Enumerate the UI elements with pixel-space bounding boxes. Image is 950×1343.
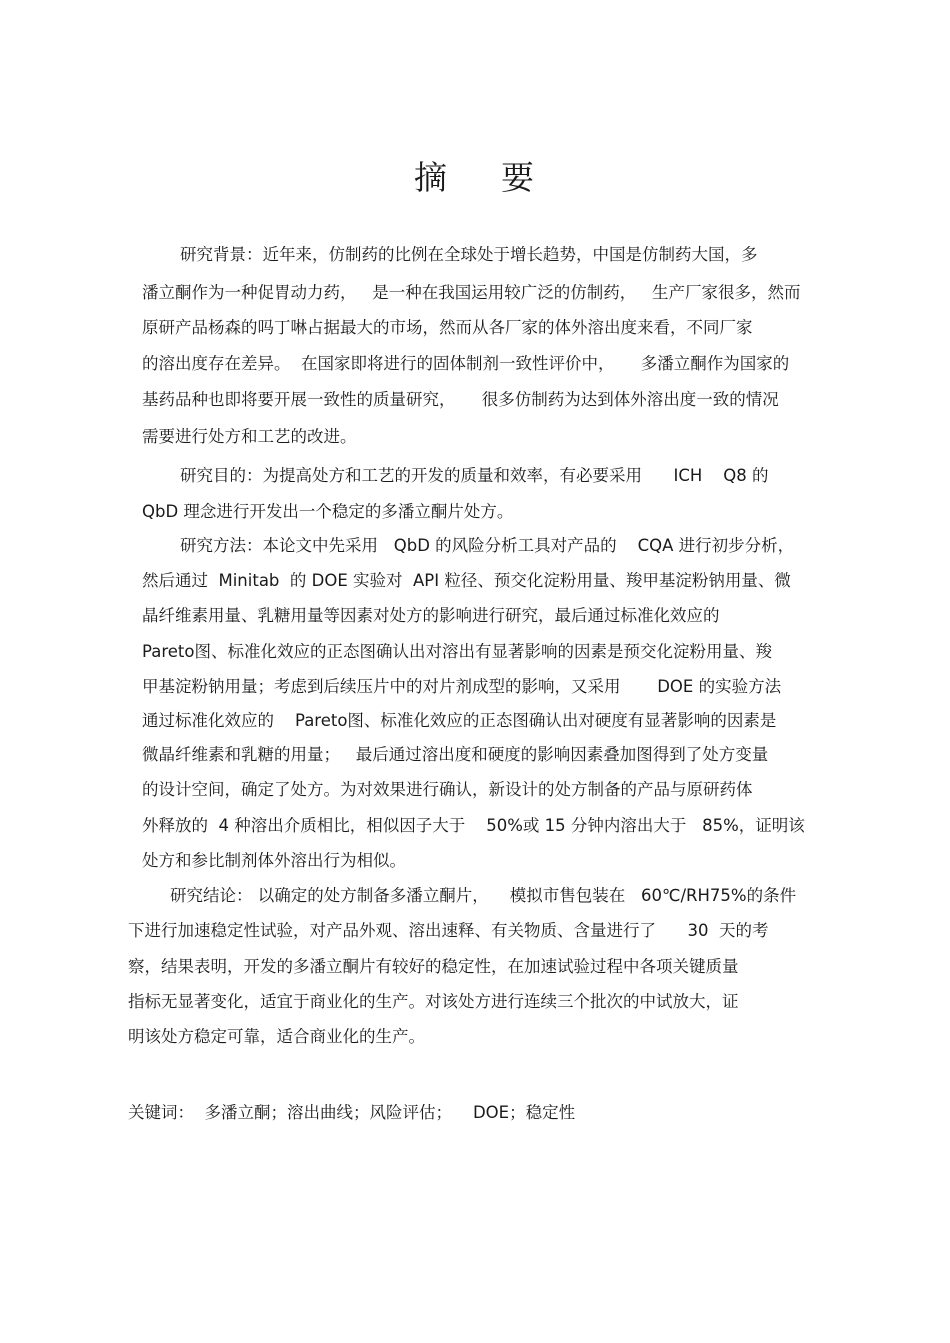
paragraph-conclusion-line-3: 察，结果表明，开发的多潘立酮片有较好的稳定性，在加速试验过程中各项关键质量 [128,957,739,976]
paragraph-conclusion-line-5: 明该处方稳定可靠，适合商业化的生产。 [128,1027,425,1046]
paragraph-background-line-5: 基药品种也即将要开展一致性的质量研究， 很多仿制药为达到体外溶出度一致的情况 [142,390,779,409]
paragraph-method-line-8: 的设计空间，确定了处方。为对效果进行确认，新设计的处方制备的产品与原研药体 [142,780,753,799]
paragraph-background-line-1: 研究背景：近年来，仿制药的比例在全球处于增长趋势，中国是仿制药大国，多 [180,245,758,264]
paragraph-method-line-5: 甲基淀粉钠用量；考虑到后续压片中的对片剂成型的影响，又采用 DOE 的实验方法 [142,677,782,696]
paragraph-purpose-line-1: 研究目的：为提高处方和工艺的开发的质量和效率，有必要采用 ICH Q8 的 [180,466,769,485]
title-char-2: 要 [501,158,536,197]
paragraph-purpose-line-2: QbD 理念进行开发出一个稳定的多潘立酮片处方。 [142,502,514,521]
paragraph-background-line-4: 的溶出度存在差异。 在国家即将进行的固体制剂一致性评价中， 多潘立酮作为国家的 [142,354,790,373]
paragraph-conclusion-line-4: 指标无显著变化，适宜于商业化的生产。对该处方进行连续三个批次的中试放大，证 [128,992,739,1011]
paragraph-method-line-10: 处方和参比制剂体外溶出行为相似。 [142,851,406,870]
paragraph-method-line-6: 通过标准化效应的 Pareto图、标准化效应的正态图确认出对硬度有显著影响的因素是 [142,711,777,730]
paragraph-method-line-2: 然后通过 Minitab 的 DOE 实验对 API 粒径、预交化淀粉用量、羧甲基淀粉钠用量、微 [142,571,791,590]
paragraph-conclusion-line-1: 研究结论： 以确定的处方制备多潘立酮片， 模拟市售包装在 60℃/RH75%的条件 [170,886,797,905]
paragraph-method-line-4: Pareto图、标准化效应的正态图确认出对溶出有显著影响的因素是预交化淀粉用量、羧 [142,642,772,661]
paragraph-conclusion-line-2: 下进行加速稳定性试验，对产品外观、溶出速释、有关物质、含量进行了 30 天的考 [128,921,769,940]
title-char-1: 摘 [414,158,449,197]
paragraph-background-line-3: 原研产品杨森的吗丁啉占据最大的市场，然而从各厂家的体外溶出度来看，不同厂家 [142,318,753,337]
paragraph-background-line-2: 潘立酮作为一种促胃动力药， 是一种在我国运用较广泛的仿制药， 生产厂家很多，然而 [142,283,801,302]
paragraph-method-line-7: 微晶纤维素和乳糖的用量； 最后通过溶出度和硬度的影响因素叠加图得到了处方变量 [142,745,769,764]
paragraph-method-line-1: 研究方法：本论文中先采用 QbD 的风险分析工具对产品的 CQA 进行初步分析， [180,536,795,555]
page-title [0,152,950,199]
keywords-line: 关键词： 多潘立酮；溶出曲线；风险评估； DOE；稳定性 [128,1103,576,1122]
paragraph-method-line-9: 外释放的 4 种溶出介质相比，相似因子大于 50%或 15 分钟内溶出大于 85%，证明该 [142,816,805,835]
paragraph-background-line-6: 需要进行处方和工艺的改进。 [142,427,357,446]
paragraph-method-line-3: 晶纤维素用量、乳糖用量等因素对处方的影响进行研究，最后通过标准化效应的 [142,606,720,625]
